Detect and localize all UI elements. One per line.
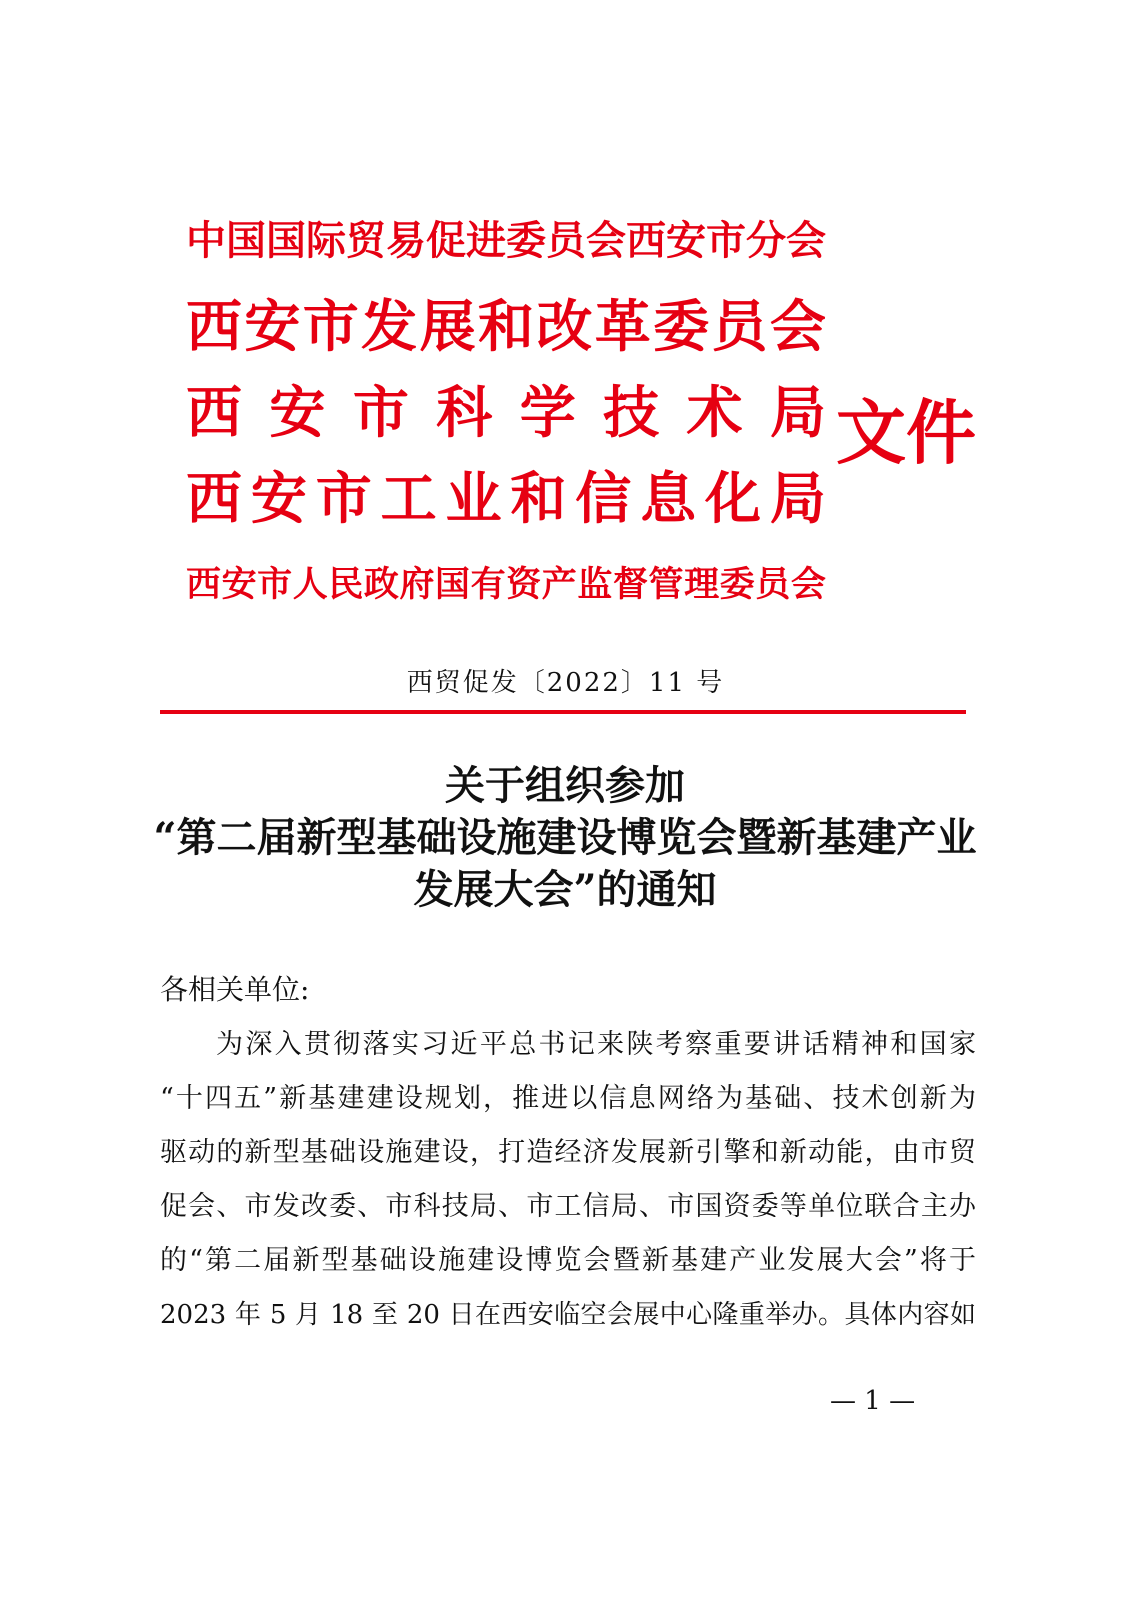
issuer-char: 市 <box>257 564 293 605</box>
issuer-line-1 <box>186 198 826 284</box>
issuer-char: 会 <box>790 564 826 605</box>
issuer-char: 国 <box>435 564 471 605</box>
document-suffix: 文件 <box>836 391 976 474</box>
issuer-char: 术 <box>686 380 743 446</box>
issuer-char: 安 <box>250 466 307 532</box>
issuer-char: 西 <box>186 380 242 446</box>
issuer-line-2 <box>186 284 826 370</box>
issuer-char: 西 <box>626 217 666 264</box>
issuer-char: 际 <box>306 217 346 264</box>
issuing-agencies <box>186 198 826 628</box>
issuer-char: 和 <box>477 294 534 360</box>
issuer-char: 科 <box>436 380 493 446</box>
issuer-char: 革 <box>594 294 651 360</box>
issuer-char: 市 <box>302 294 359 360</box>
issuer-char: 技 <box>603 380 660 446</box>
body-line: 为深入贯彻落实习近平总书记来陕考察重要讲话精神和国家 <box>216 1029 976 1060</box>
issuer-char: 易 <box>386 217 426 264</box>
issuer-char: 府 <box>399 564 435 605</box>
body-paragraph <box>160 1018 976 1342</box>
issuer-char: 安 <box>244 294 301 360</box>
page-number: — 1 — <box>830 1386 916 1416</box>
issuer-char: 国 <box>226 217 266 264</box>
issuer-char: 安 <box>666 217 706 264</box>
issuer-char: 督 <box>612 564 648 605</box>
title-line-3: 发展大会”的通知 <box>413 866 717 913</box>
issuer-char: 息 <box>640 466 697 532</box>
issuer-char: 市 <box>315 466 372 532</box>
notice-title <box>150 760 980 916</box>
issuer-char: 展 <box>419 294 476 360</box>
red-divider <box>160 710 966 714</box>
title-line-1: 关于组织参加 <box>445 762 685 809</box>
salutation: 各相关单位: <box>160 973 310 1006</box>
issuer-char: 会 <box>586 217 626 264</box>
issuer-char: 和 <box>510 466 567 532</box>
issuer-char: 理 <box>684 564 720 605</box>
issuer-line-4 <box>186 456 826 542</box>
body-line: 2023 年 5 月 18 至 20 日在西安临空会展中心隆重举办。具体内容如 <box>160 1300 976 1330</box>
issuer-char: 改 <box>536 294 593 360</box>
issuer-char: 市 <box>706 217 746 264</box>
issuer-char: 工 <box>380 466 437 532</box>
issuer-char: 安 <box>221 564 257 605</box>
issuer-char: 员 <box>546 217 586 264</box>
issuer-char: 信 <box>575 466 632 532</box>
issuer-char: 促 <box>426 217 466 264</box>
issuer-char: 局 <box>769 466 826 532</box>
issuer-char: 学 <box>519 380 576 446</box>
issuer-char: 管 <box>648 564 684 605</box>
issuer-char: 西 <box>186 564 222 605</box>
body-line: 促会、市发改委、市科技局、市工信局、市国资委等单位联合主办 <box>160 1191 976 1222</box>
issuer-char: 会 <box>786 217 826 264</box>
issuer-char: 安 <box>269 380 326 446</box>
issuer-line-5 <box>186 542 826 628</box>
issuer-char: 贸 <box>346 217 386 264</box>
issuer-char: 监 <box>577 564 613 605</box>
title-line-2: “第二届新型基础设施建设博览会暨新基建产业 <box>153 814 977 861</box>
issuer-char: 有 <box>470 564 506 605</box>
document-number: 西贸促发〔2022〕11 号 <box>406 668 725 698</box>
issuer-char: 分 <box>746 217 786 264</box>
body-line: “十四五”新基建建设规划，推进以信息网络为基础、技术创新为 <box>160 1083 976 1114</box>
issuer-char: 员 <box>755 564 791 605</box>
issuer-char: 产 <box>541 564 577 605</box>
issuer-char: 西 <box>186 294 242 360</box>
issuer-char: 西 <box>186 466 242 532</box>
body-line: 的“第二届新型基础设施建设博览会暨新基建产业发展大会”将于 <box>160 1245 976 1276</box>
issuer-char: 政 <box>363 564 399 605</box>
issuer-line-3 <box>186 370 826 456</box>
issuer-char: 员 <box>711 294 768 360</box>
issuer-char: 民 <box>328 564 364 605</box>
issuer-char: 中 <box>186 217 226 264</box>
issuer-char: 业 <box>445 466 502 532</box>
issuer-char: 市 <box>352 380 409 446</box>
issuer-char: 会 <box>769 294 826 360</box>
issuer-char: 局 <box>769 380 826 446</box>
issuer-char: 国 <box>266 217 306 264</box>
issuer-char: 委 <box>506 217 546 264</box>
body-line: 驱动的新型基础设施建设，打造经济发展新引擎和新动能，由市贸 <box>160 1137 976 1168</box>
issuer-char: 进 <box>466 217 506 264</box>
issuer-char: 发 <box>361 294 418 360</box>
issuer-char: 人 <box>292 564 328 605</box>
issuer-char: 资 <box>506 564 542 605</box>
issuer-char: 委 <box>719 564 755 605</box>
issuer-char: 委 <box>653 294 710 360</box>
issuer-char: 化 <box>705 466 761 532</box>
